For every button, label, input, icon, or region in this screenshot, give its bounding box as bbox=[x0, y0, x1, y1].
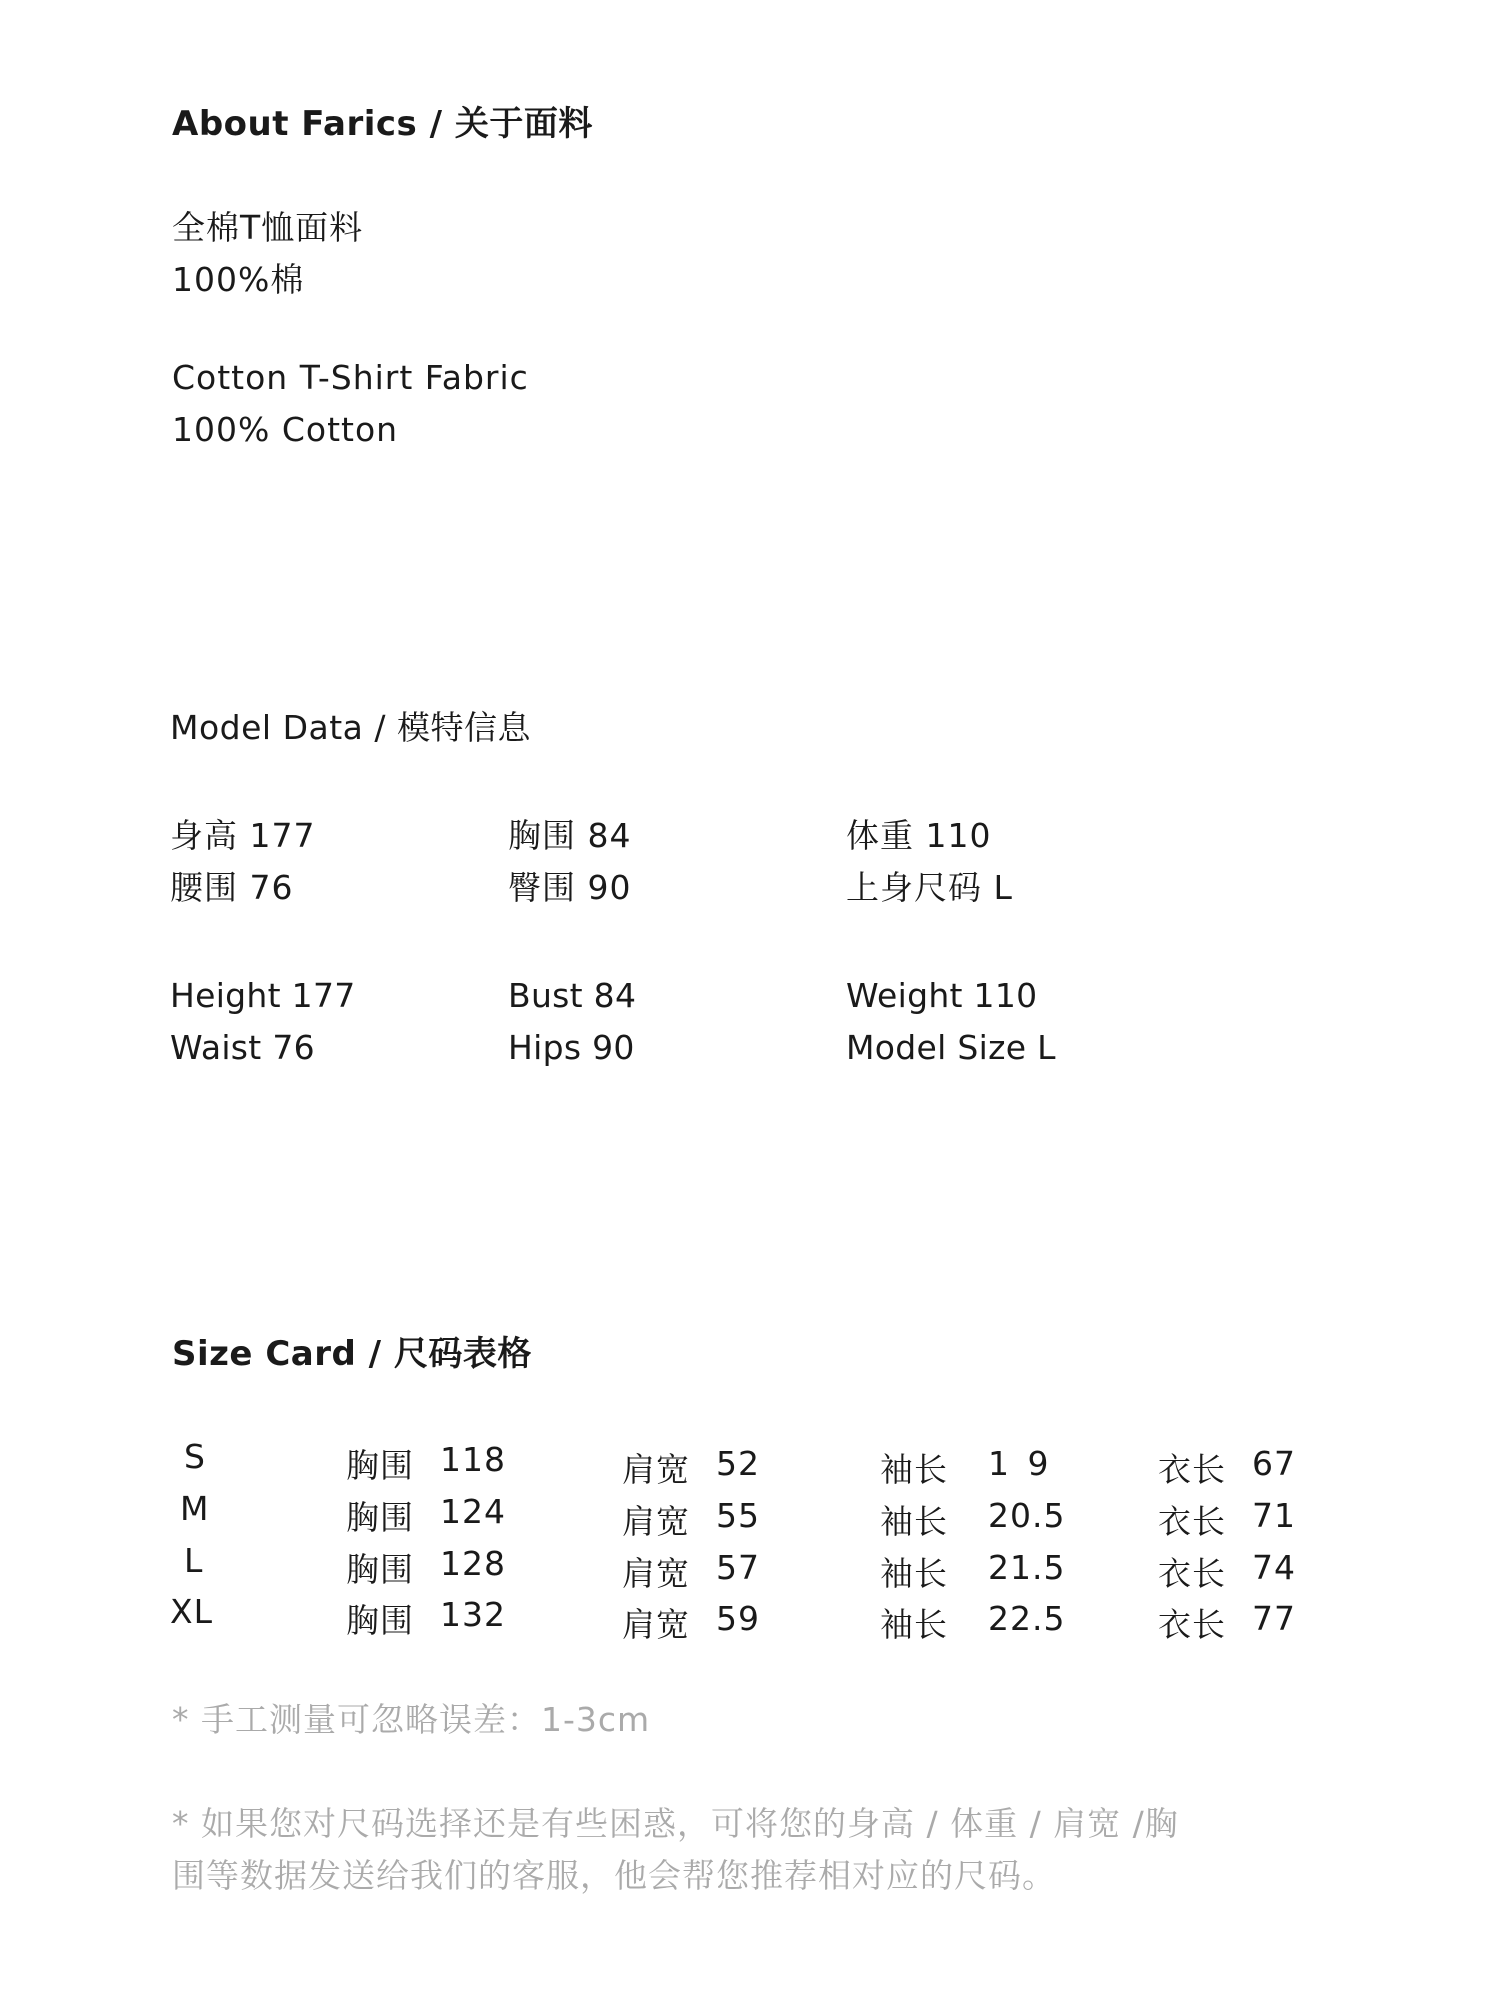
shoulder-label: 肩宽 bbox=[622, 1502, 690, 1541]
length-label: 衣长 bbox=[1158, 1605, 1226, 1644]
fabric-en-line-1: Cotton T-Shirt Fabric bbox=[172, 358, 529, 397]
shoulder-label: 肩宽 bbox=[622, 1554, 690, 1593]
model-en-weight: Weight 110 bbox=[846, 976, 1038, 1015]
shoulder-label: 肩宽 bbox=[622, 1605, 690, 1644]
chest-label: 胸围 bbox=[346, 1601, 414, 1640]
chest-value: 124 bbox=[440, 1492, 506, 1531]
model-heading: Model Data / 模特信息 bbox=[170, 708, 531, 747]
size-card-heading: Size Card / 尺码表格 bbox=[172, 1334, 532, 1374]
length-label: 衣长 bbox=[1158, 1502, 1226, 1541]
sleeve-label: 袖长 bbox=[880, 1554, 948, 1593]
model-cn-height: 身高 177 bbox=[170, 816, 316, 855]
shoulder-value: 55 bbox=[716, 1496, 760, 1535]
sleeve-label: 袖长 bbox=[880, 1502, 948, 1541]
model-en-height: Height 177 bbox=[170, 976, 356, 1015]
model-cn-size: 上身尺码 L bbox=[846, 868, 1013, 907]
fabric-cn-line-1: 全棉T恤面料 bbox=[172, 208, 364, 247]
length-value: 67 bbox=[1252, 1444, 1296, 1483]
length-value: 74 bbox=[1252, 1548, 1296, 1587]
model-cn-waist: 腰围 76 bbox=[170, 868, 294, 907]
model-en-bust: Bust 84 bbox=[508, 976, 637, 1015]
sleeve-value: 20.5 bbox=[988, 1496, 1066, 1535]
size-label-m: M bbox=[180, 1489, 210, 1528]
fabric-cn-line-2: 100%棉 bbox=[172, 260, 305, 299]
shoulder-value: 52 bbox=[716, 1444, 760, 1483]
chest-label: 胸围 bbox=[346, 1550, 414, 1589]
shoulder-label: 肩宽 bbox=[622, 1450, 690, 1489]
model-en-hips: Hips 90 bbox=[508, 1028, 635, 1067]
shoulder-value: 59 bbox=[716, 1599, 760, 1638]
advice-note-line-1: * 如果您对尺码选择还是有些困惑，可将您的身高 / 体重 / 肩宽 /胸 bbox=[172, 1804, 1179, 1843]
fabric-heading: About Farics / 关于面料 bbox=[172, 104, 593, 144]
fabric-en-line-2: 100% Cotton bbox=[172, 410, 399, 449]
measure-note: * 手工测量可忽略误差：1-3cm bbox=[172, 1700, 651, 1739]
advice-note-line-2: 围等数据发送给我们的客服，他会帮您推荐相对应的尺码。 bbox=[172, 1856, 1056, 1895]
model-cn-bust: 胸围 84 bbox=[508, 816, 632, 855]
sleeve-value: 21.5 bbox=[988, 1548, 1066, 1587]
length-label: 衣长 bbox=[1158, 1450, 1226, 1489]
shoulder-value: 57 bbox=[716, 1548, 760, 1587]
length-value: 71 bbox=[1252, 1496, 1296, 1535]
size-label-xl: XL bbox=[170, 1592, 213, 1631]
size-label-l: L bbox=[184, 1541, 204, 1580]
model-en-waist: Waist 76 bbox=[170, 1028, 315, 1067]
chest-value: 128 bbox=[440, 1544, 506, 1583]
model-cn-weight: 体重 110 bbox=[846, 816, 992, 855]
chest-label: 胸围 bbox=[346, 1446, 414, 1485]
length-value: 77 bbox=[1252, 1599, 1296, 1638]
chest-value: 118 bbox=[440, 1440, 506, 1479]
model-en-size: Model Size L bbox=[846, 1028, 1056, 1067]
sleeve-label: 袖长 bbox=[880, 1605, 948, 1644]
size-label-s: S bbox=[184, 1437, 206, 1476]
sleeve-value: 1 9 bbox=[988, 1444, 1053, 1483]
length-label: 衣长 bbox=[1158, 1554, 1226, 1593]
model-cn-hips: 臀围 90 bbox=[508, 868, 632, 907]
chest-value: 132 bbox=[440, 1595, 506, 1634]
chest-label: 胸围 bbox=[346, 1498, 414, 1537]
sleeve-value: 22.5 bbox=[988, 1599, 1066, 1638]
sleeve-label: 袖长 bbox=[880, 1450, 948, 1489]
